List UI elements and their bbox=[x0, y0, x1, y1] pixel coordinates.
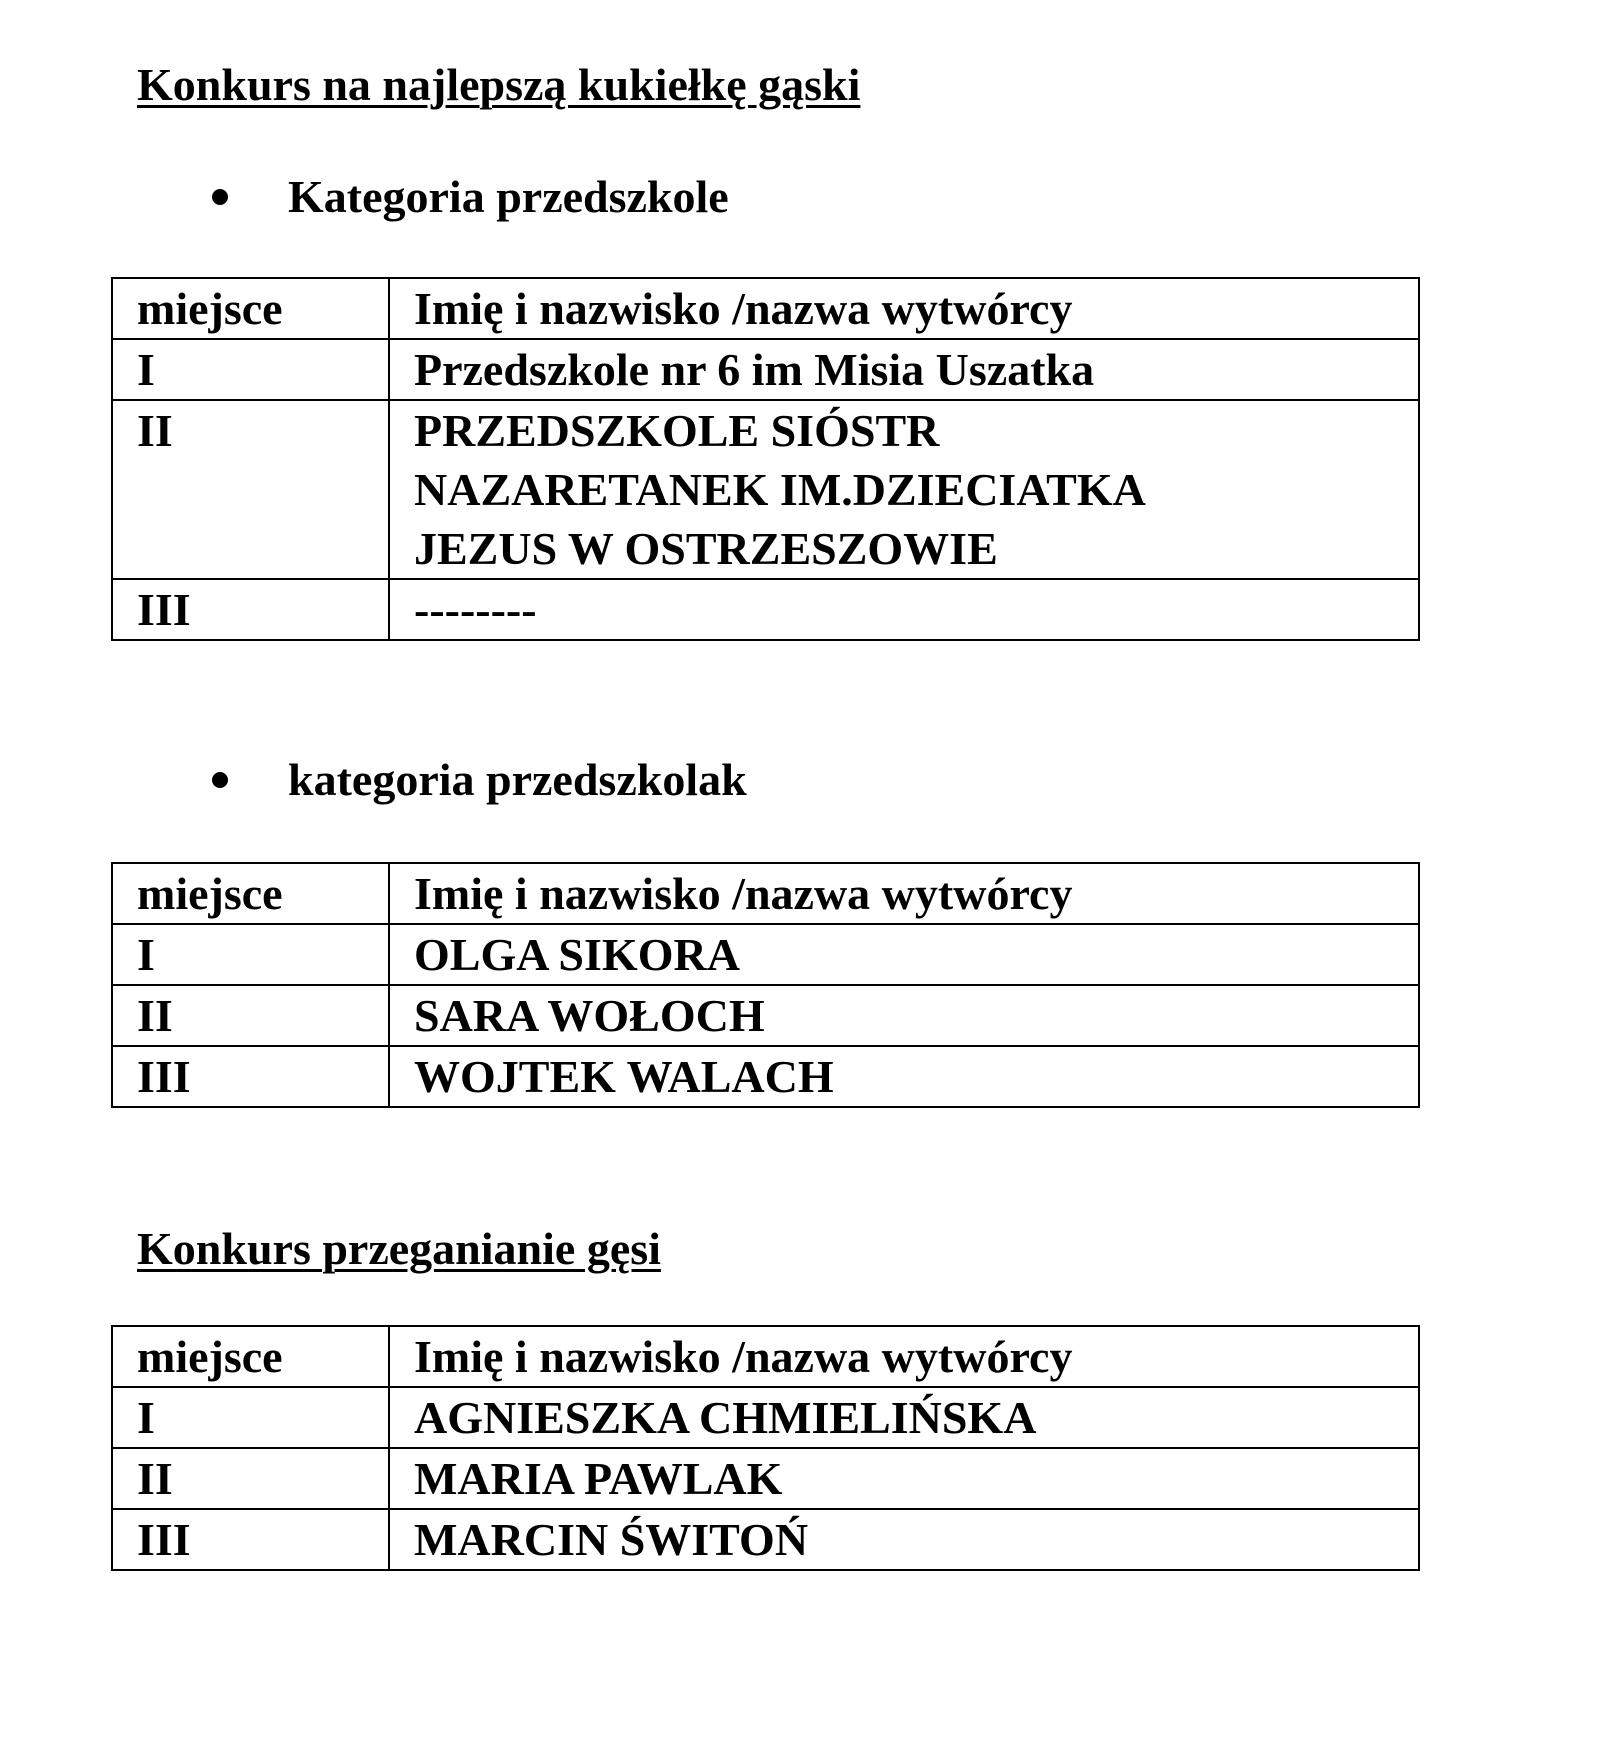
place-cell: III bbox=[112, 1509, 389, 1570]
place-cell: I bbox=[112, 924, 389, 985]
category-przedszkole bbox=[212, 171, 729, 222]
name-cell: Przedszkole nr 6 im Misia Uszatka bbox=[389, 339, 1419, 400]
table-row bbox=[112, 579, 1419, 640]
header-name: Imię i nazwisko /nazwa wytwórcy bbox=[389, 1326, 1419, 1387]
name-cell: AGNIESZKA CHMIELIŃSKA bbox=[389, 1387, 1419, 1448]
table-header-row bbox=[112, 278, 1419, 339]
header-place: miejsce bbox=[112, 863, 389, 924]
table-row bbox=[112, 339, 1419, 400]
table-row bbox=[112, 985, 1419, 1046]
bullet-icon bbox=[212, 772, 228, 788]
table-row bbox=[112, 1387, 1419, 1448]
name-cell bbox=[389, 400, 1419, 579]
place-cell: II bbox=[112, 985, 389, 1046]
place-cell: II bbox=[112, 400, 389, 579]
place-cell: III bbox=[112, 579, 389, 640]
header-name: Imię i nazwisko /nazwa wytwórcy bbox=[389, 278, 1419, 339]
name-cell: MARIA PAWLAK bbox=[389, 1448, 1419, 1509]
results-table-przedszkolak bbox=[111, 862, 1420, 1108]
name-line: PRZEDSZKOLE SIÓSTR bbox=[414, 405, 940, 456]
category-przedszkolak bbox=[212, 754, 747, 805]
table-row bbox=[112, 1509, 1419, 1570]
name-cell: SARA WOŁOCH bbox=[389, 985, 1419, 1046]
results-table-przeganianie bbox=[111, 1325, 1420, 1571]
name-cell: WOJTEK WALACH bbox=[389, 1046, 1419, 1107]
name-cell: OLGA SIKORA bbox=[389, 924, 1419, 985]
table-row bbox=[112, 1046, 1419, 1107]
header-place: miejsce bbox=[112, 1326, 389, 1387]
place-cell: I bbox=[112, 339, 389, 400]
place-cell: II bbox=[112, 1448, 389, 1509]
section1-title: Konkurs na najlepszą kukiełkę gąski bbox=[137, 59, 861, 110]
table-row bbox=[112, 1448, 1419, 1509]
category-label: Kategoria przedszkole bbox=[288, 171, 729, 222]
place-cell: III bbox=[112, 1046, 389, 1107]
header-place: miejsce bbox=[112, 278, 389, 339]
name-line: NAZARETANEK IM.DZIECIATKA bbox=[414, 464, 1146, 515]
place-cell: I bbox=[112, 1387, 389, 1448]
header-name: Imię i nazwisko /nazwa wytwórcy bbox=[389, 863, 1419, 924]
results-table-przedszkole bbox=[111, 277, 1420, 641]
name-cell: MARCIN ŚWITOŃ bbox=[389, 1509, 1419, 1570]
table-header-row bbox=[112, 1326, 1419, 1387]
bullet-icon bbox=[212, 189, 228, 205]
name-line: JEZUS W OSTRZESZOWIE bbox=[414, 523, 998, 574]
table-header-row bbox=[112, 863, 1419, 924]
section2-title: Konkurs przeganianie gęsi bbox=[137, 1223, 661, 1274]
table-row bbox=[112, 400, 1419, 579]
table-row bbox=[112, 924, 1419, 985]
category-label: kategoria przedszkolak bbox=[288, 754, 747, 805]
name-cell: -------- bbox=[389, 579, 1419, 640]
